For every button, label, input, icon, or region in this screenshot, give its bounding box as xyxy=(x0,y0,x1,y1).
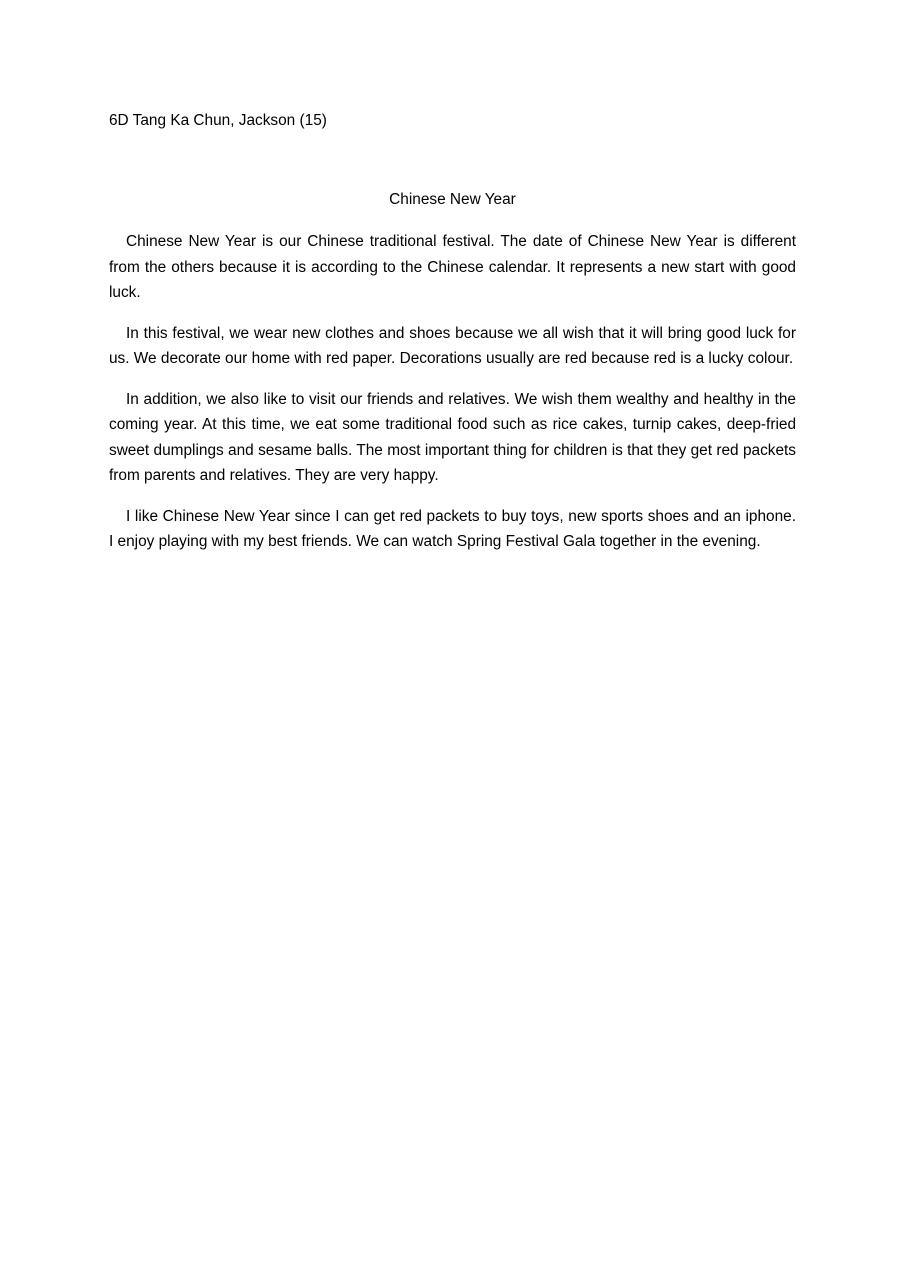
paragraph-4: I like Chinese New Year since I can get red packets to buy toys, new sports shoes and an iphone. I enjoy playing with my best friends. We can watch Spring Festival Gala together in the evening. xyxy=(109,507,796,550)
paragraph-2: In this festival, we wear new clothes and shoes because we all wish that it will bring good luck for us. We decorate our home with red paper. Decorations usually are red because red is a lucky colour. xyxy=(109,324,796,367)
paragraph-1: Chinese New Year is our Chinese traditional festival. The date of Chinese New Year is different from the others because it is according to the Chinese calendar. It represents a new start with good luck. xyxy=(109,233,796,301)
author-line: 6D Tang Ka Chun, Jackson (15) xyxy=(109,112,327,129)
essay-body xyxy=(109,229,796,570)
paragraph-3: In addition, we also like to visit our friends and relatives. We wish them wealthy and healthy in the coming year. At this time, we eat some traditional food such as rice cakes, turnip cakes, deep-fried sweet dumplings and sesame balls. The most important thing for children is that they get red packets from parents and relatives. They are very happy. xyxy=(109,390,796,484)
essay-title: Chinese New Year xyxy=(389,191,516,208)
